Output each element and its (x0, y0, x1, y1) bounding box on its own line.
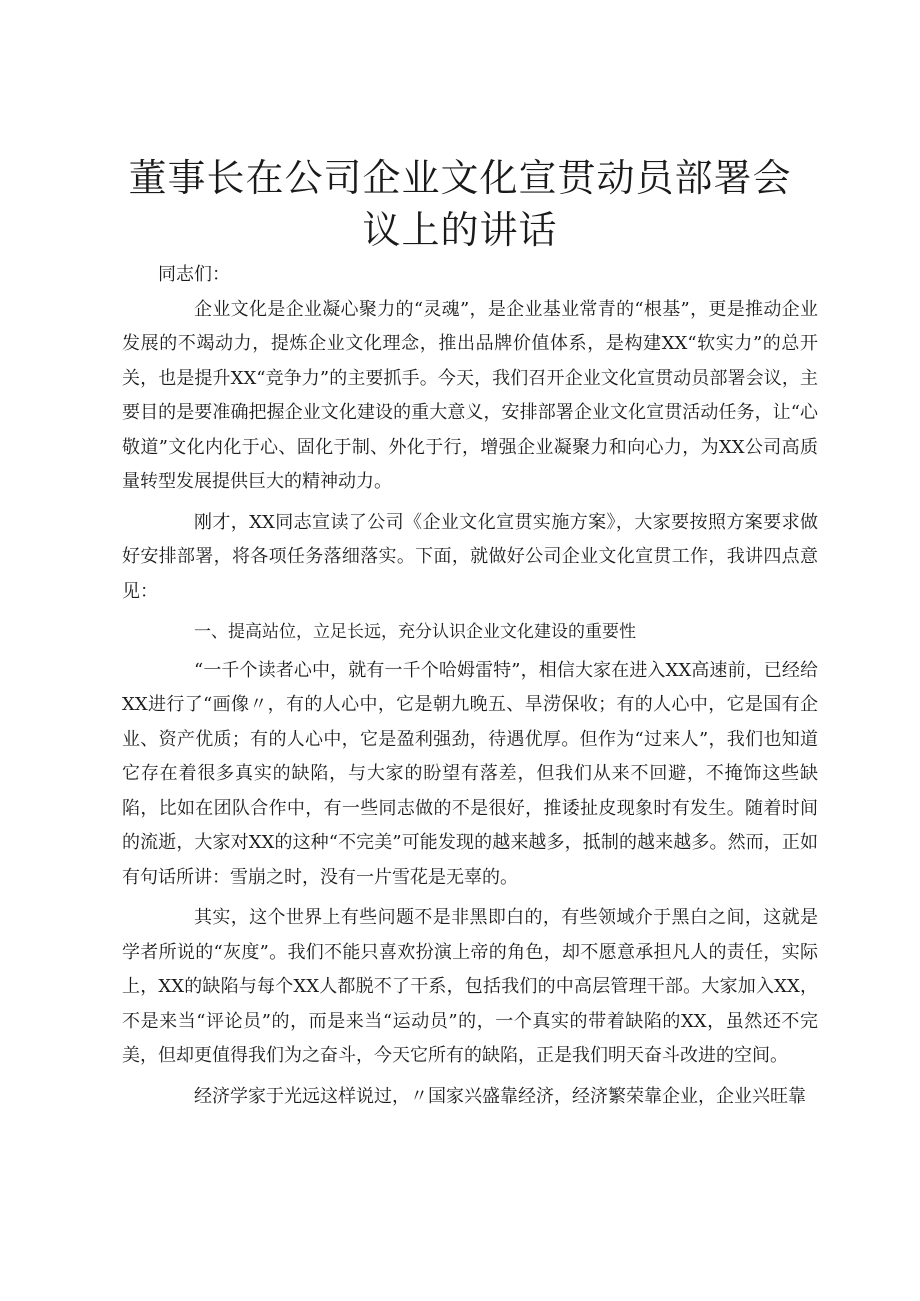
document-body (122, 258, 818, 1120)
body-paragraph: 经济学家于光远这样说过，〃国家兴盛靠经济，经济繁荣靠企业，企业兴旺靠 (194, 1085, 806, 1107)
body-paragraph: 企业文化是企业凝心聚力的“灵魂”，是企业基业常青的“根基”，更是推动企业发展的不竭动力，提炼企业文化理念，推出品牌价值体系，是构建XX“软实力”的总开关，也是提升XX“竞争力”的主要抓手。今天，我们召开企业文化宣贯动员部署会议，主要目的是要准确把握企业文化建设的重大意义，安排部署企业文化宣贯活动任务，让“心敬道”文化内化于心、固化于制、外化于行，增强企业凝聚力和向心力，为XX公司高质量转型发展提供巨大的精神动力。 (122, 298, 818, 492)
document-title: 董事长在公司企业文化宣贯动员部署会议上的讲话 (128, 156, 792, 252)
section-heading: 一、提高站位，立足长远，充分认识企业文化建设的重要性 (194, 622, 636, 642)
body-paragraph: “一千个读者心中，就有一千个哈姆雷特”，相信大家在进入XX高速前，已经给XX进行了“画像〃，有的人心中，它是朝九晚五、旱涝保收；有的人心中，它是国有企业、资产优质；有的人心中，它是盈利强劲，待遇优厚。但作为“过来人”，我们也知道它存在着很多真实的缺陷，与大家的盼望有落差，但我们从来不回避，不掩饰这些缺陷，比如在团队合作中，有一些同志做的不是很好，推诿扯皮现象时有发生。随着时间的流逝，大家对XX的这种“不完美”可能发现的越来越多，抵制的越来越多。然而，正如有句话所讲：雪崩之时，没有一片雪花是无辜的。 (122, 659, 818, 888)
salutation: 同志们： (158, 264, 230, 285)
body-paragraph: 刚才，XX同志宣读了公司《企业文化宣贯实施方案》，大家要按照方案要求做好安排部署，将各项任务落细落实。下面，就做好公司企业文化宣贯工作，我讲四点意见： (122, 511, 818, 602)
body-paragraph: 其实，这个世界上有些问题不是非黑即白的，有些领域介于黑白之间，这就是学者所说的“灰度”。我们不能只喜欢扮演上帝的角色，却不愿意承担凡人的责任，实际上，XX的缺陷与每个XX人都脱不了干系，包括我们的中高层管理干部。大家加入XX，不是来当“评论员”的，而是来当“运动员”的，一个真实的带着缺陷的XX，虽然还不完美，但却更值得我们为之奋斗，今天它所有的缺陷，正是我们明天奋斗改进的空间。 (122, 907, 818, 1066)
